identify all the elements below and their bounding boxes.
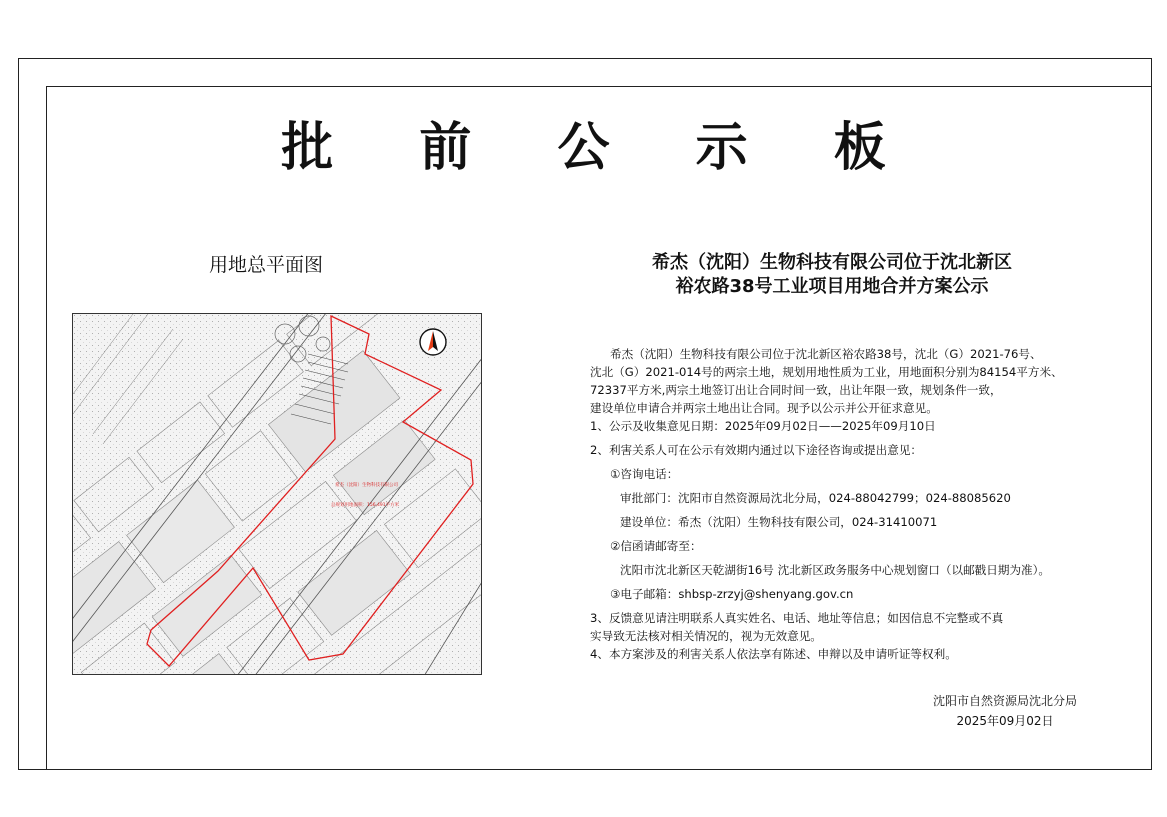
paragraph-line: 沈北（G）2021-014号的两宗土地，规划用地性质为工业，用地面积分别为84154平方米、 [590,365,1063,379]
paragraph-line: 希杰（沈阳）生物科技有限公司位于沈北新区裕农路38号，沈北（G）2021-76号、 [610,347,1042,361]
item-2-channels: 2、利害关系人可在公示有效期内通过以下途径咨询或提出意见： [590,443,923,457]
map-title: 用地总平面图 [208,254,323,276]
map-label-company: 希杰（沈阳）生物科技有限公司 [335,483,398,488]
paragraph-line: 72337平方米,两宗土地签订出让合同时间一致，出让年限一致，规划条件一致， [590,383,1002,397]
north-arrow-icon [420,329,446,355]
paragraph-line: 建设单位申请合并两宗土地出让合同。现予以公示并公开征求意见。 [590,401,938,415]
map-label-area: 总规划用地面积：156,491平方米 [331,503,400,508]
board-title: 批 前 公 示 板 [281,118,920,178]
item-3-line2: 实导致无法核对相关情况的，视为无效意见。 [590,629,822,643]
consult-builder: 建设单位：希杰（沈阳）生物科技有限公司，024-31410071 [620,515,938,529]
signature-block [900,691,1110,731]
item-4-rights: 4、本方案涉及的利害关系人依法享有陈述、申辩以及申请听证等权利。 [590,647,957,661]
notice-heading [590,251,1074,299]
mail-heading: ②信函请邮寄至： [610,539,702,553]
consult-heading: ①咨询电话： [610,467,679,481]
item-1-dates: 1、公示及收集意见日期：2025年09月02日——2025年09月10日 [590,419,936,433]
signature-org: 沈阳市自然资源局沈北分局 [932,694,1077,708]
signature-date: 2025年09月02日 [956,714,1054,728]
notice-heading-line2: 裕农路38号工业项目用地合并方案公示 [675,276,989,297]
consult-dept: 审批部门：沈阳市自然资源局沈北分局，024-88042799；024-88085620 [620,491,1011,505]
site-plan-map [72,313,482,675]
email-line: ③电子邮箱：shbsp-zrzyj@shenyang.gov.cn [610,587,854,601]
item-3-line1: 3、反馈意见请注明联系人真实姓名、电话、地址等信息；如因信息不完整或不真 [590,611,1004,625]
notice-heading-line1: 希杰（沈阳）生物科技有限公司位于沈北新区 [652,252,1012,273]
mail-address: 沈阳市沈北新区天乾湖街16号 沈北新区政务服务中心规划窗口（以邮戳日期为准）。 [620,563,1051,577]
notice-body [590,345,1150,663]
